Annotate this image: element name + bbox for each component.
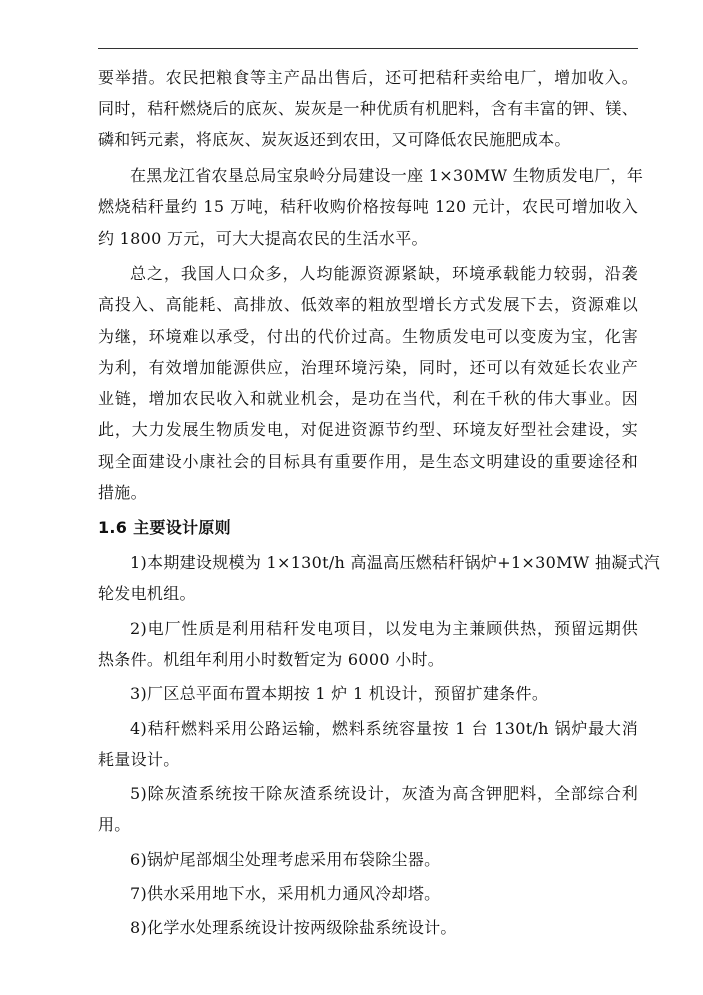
- paragraph-line: 为利，有效增加能源供应，治理环境污染，同时，还可以有效延长农业产: [98, 358, 638, 377]
- paragraph-line: 业链，增加农民收入和就业机会，是功在当代，利在千秋的伟大事业。因: [98, 389, 638, 408]
- list-item-line: 5)除灰渣系统按干除灰渣系统设计，灰渣为高含钾肥料，全部综合利: [130, 784, 638, 803]
- list-item-line: 2)电厂性质是利用秸秆发电项目，以发电为主兼顾供热，预留远期供: [130, 619, 638, 638]
- paragraph-line: 同时，秸秆燃烧后的底灰、炭灰是一种优质有机肥料，含有丰富的钾、镁、: [98, 99, 638, 118]
- list-item-line: 4)秸秆燃料采用公路运输，燃料系统容量按 1 台 130t/h 锅炉最大消: [130, 719, 638, 738]
- list-item-line: 7)供水采用地下水，采用机力通风冷却塔。: [130, 884, 441, 903]
- paragraph-line: 高投入、高能耗、高排放、低效率的粗放型增长方式发展下去，资源难以: [98, 295, 638, 314]
- list-item-line: 1)本期建设规模为 1×130t/h 高温高压燃秸秆锅炉+1×30MW 抽凝式汽: [130, 553, 661, 572]
- paragraph-line: 现全面建设小康社会的目标具有重要作用，是生态文明建设的重要途径和: [98, 452, 638, 471]
- list-item-line: 6)锅炉尾部烟尘处理考虑采用布袋除尘器。: [130, 850, 441, 869]
- paragraph-line: 约 1800 万元，可大大提高农民的生活水平。: [98, 229, 428, 248]
- paragraph-line: 措施。: [98, 483, 147, 502]
- list-item-line: 3)厂区总平面布置本期按 1 炉 1 机设计，预留扩建条件。: [130, 684, 549, 703]
- paragraph-line: 此，大力发展生物质发电，对促进资源节约型、环境友好型社会建设，实: [98, 420, 638, 439]
- paragraph-line: 磷和钙元素，将底灰、炭灰返还到农田，又可降低农民施肥成本。: [98, 130, 571, 149]
- list-item-line: 轮发电机组。: [98, 584, 196, 603]
- list-item-line: 8)化学水处理系统设计按两级除盐系统设计。: [130, 918, 457, 937]
- paragraph-line: 要举措。农民把粮食等主产品出售后，还可把秸秆卖给电厂，增加收入。: [98, 68, 638, 87]
- paragraph-line: 燃烧秸秆量约 15 万吨，秸秆收购价格按每吨 120 元计，农民可增加收入: [98, 197, 638, 216]
- list-item-line: 耗量设计。: [98, 750, 180, 769]
- section-heading: 1.6 主要设计原则: [98, 518, 231, 537]
- header-divider: [98, 48, 638, 49]
- paragraph-line: 为继，环境难以承受，付出的代价过高。生物质发电可以变废为宝，化害: [98, 327, 638, 346]
- list-item-line: 热条件。机组年利用小时数暂定为 6000 小时。: [98, 650, 445, 669]
- paragraph-line: 总之，我国人口众多，人均能源资源紧缺，环境承载能力较弱，沿袭: [130, 264, 638, 283]
- list-item-line: 用。: [98, 815, 131, 834]
- paragraph-line: 在黑龙江省农垦总局宝泉岭分局建设一座 1×30MW 生物质发电厂，年: [130, 166, 644, 185]
